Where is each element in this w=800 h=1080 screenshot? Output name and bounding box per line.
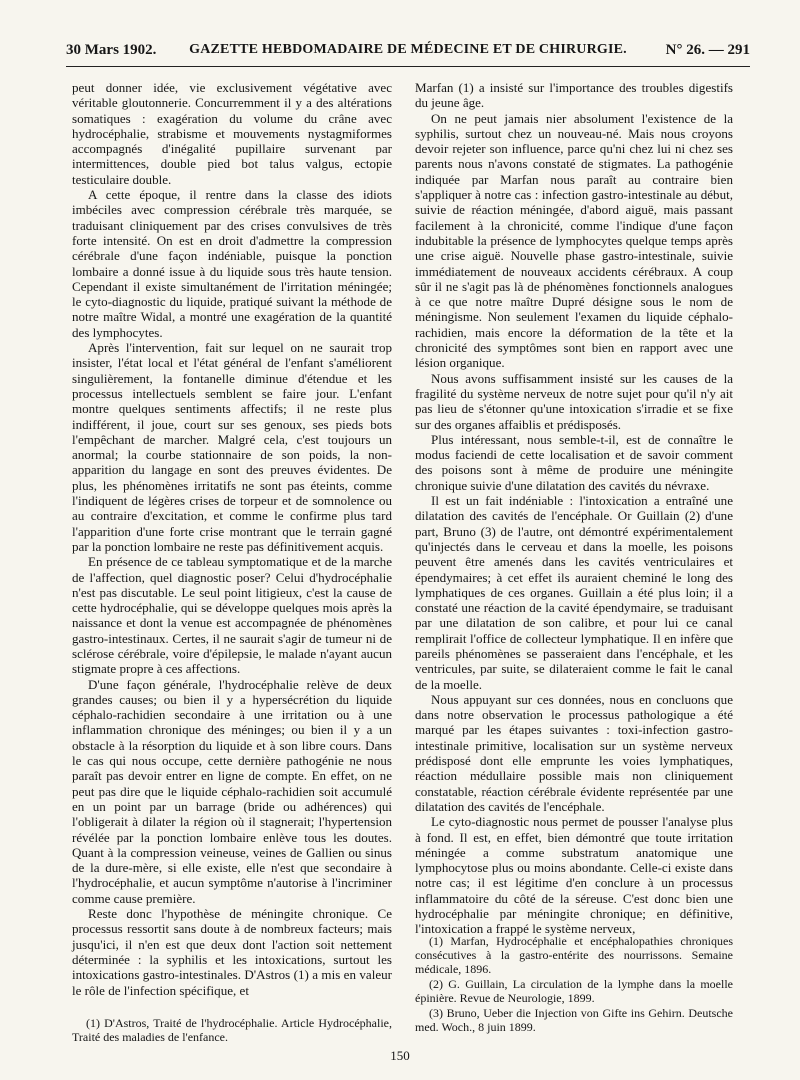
page-folio: 150 [390, 1048, 410, 1063]
right-column [415, 80, 733, 937]
paragraph: Marfan (1) a insisté sur l'importance des troubles digestifs du jeune âge. [415, 80, 733, 111]
header-date: 30 Mars 1902. [66, 42, 157, 58]
paragraph: En présence de ce tableau symptomatique et de la marche de l'affection, quel diagnostic poser? Celui d'hydrocéphalie n'est pas discutable. Le seul point litigieux, c'est la cause de cette hydrocéphalie, qui se développe quelques mois après la naissance et dont la venue est accompagnée de phénomènes gastro-intestinaux. Certes, il ne saurait s'agir de tumeur ni de sclérose cérébrale, voire d'épilepsie, le malade n'ayant aucun stigmate propre à ces affections. [72, 554, 392, 677]
footnotes-left [72, 1016, 392, 1045]
paragraph: Nous appuyant sur ces données, nous en concluons que dans notre observation le processus pathologique a été marqué par les étapes suivantes : toxi-infection gastro-intestinale primitive, localisation sur un système nerveux prédisposé dont elle emprunte les voies lymphatiques, réaction médullaire possible mais non cliniquement constatable, réaction cérébrale évidente représentée par une dilatation des cavités de l'encéphale. [415, 691, 733, 814]
footnote: (1) D'Astros, Traité de l'hydrocéphalie. Article Hydrocéphalie, Traité des maladies de l'enfance. [72, 1016, 392, 1044]
paragraph: Reste donc l'hypothèse de méningite chronique. Ce processus ressortit sans doute à de nombreux facteurs; mais jusqu'ici, il n'en est que deux dont l'action soit nettement déterminée : la syphilis et les intoxications, surtout les intoxications gastro-intestinales. D'Astros (1) a mis en valeur le rôle de l'infection spécifique, et [72, 906, 392, 998]
paragraph: Il est un fait indéniable : l'intoxication a entraîné une dilatation des cavités de l'encéphale. Or Guillain (2) d'une part, Bruno (3) de l'autre, ont démontré expérimentalement qu'injectés dans le cerveau et dans la moelle, les poisons peuvent être amenés dans les cavités ventriculaires et épendymaires; à cet effet ils auraient cheminé le long des lymphatiques de ces organes. Guillain a été plus loin; il a constaté une réaction de la cavité épendymaire, se traduisant par une dilatation de son calibre, et pour lui ce canal remplirait l'office de collecteur lymphatique. Il en infère que pareils phénomènes se passeraient dans l'encéphale, et les ventricules, par suite, se dilateraient comme le fait le canal de la moelle. [415, 493, 733, 692]
footnote: (3) Bruno, Ueber die Injection von Gifte ins Gehirn. Deutsche med. Woch., 8 juin 1899. [415, 1006, 733, 1034]
paragraph: D'une façon générale, l'hydrocéphalie relève de deux grandes causes; ou bien il y a hypersécrétion du liquide céphalo-rachidien secondaire à une irritation ou à une inflammation chronique des méninges; ou bien il y a un obstacle à la résorption du liquide et à son libre cours. Dans le cas qui nous occupe, cette dernière pathogénie ne nous paraît pas devoir entrer en ligne de compte. En effet, on ne peut pas dire que le liquide céphalo-rachidien soit accumulé en un point par un barrage (bride ou adhérences) qui l'obligerait à dilater la région où il stagnerait; l'hypertension révélée par la ponction lombaire enlève tous les doutes. Quant à la compression veineuse, veines de Gallien ou sinus de la dure-mère, si elle existe, elle n'est que secondaire à l'hydrocéphalie, et aucun symptôme n'autorise à l'incriminer comme cause première. [72, 676, 392, 906]
paragraph: Plus intéressant, nous semble-t-il, est de connaître le modus faciendi de cette localisation et de savoir comment des poisons sont à même de produire une méningite chronique suivie d'une dilatation des cavités du névraxe. [415, 431, 733, 493]
paragraph: Nous avons suffisamment insisté sur les causes de la fragilité du système nerveux de notre sujet pour qu'il n'y ait pas lieu de s'étonner qu'une intoxication s'irradie et se fixe sur des organes affaiblis et prédisposés. [415, 370, 733, 432]
running-header [66, 42, 750, 67]
paragraph: A cette époque, il rentre dans la classe des idiots imbéciles avec compression cérébrale très marquée, se traduisant cliniquement par des crises convulsives de très forte intensité. On est en droit d'admettre la compression cérébrale d'une façon indéniable, puisque la ponction lombaire a donné issue à du liquide sous très haute tension. Cependant il existe simultanément de l'irritation méningée; le cyto-diagnostic du liquide, pratiqué suivant la méthode de notre maître Widal, a montré une exagération de la quantité des lymphocytes. [72, 187, 392, 340]
journal-title: GAZETTE HEBDOMADAIRE DE MÉDECINE ET DE CHIRURGIE. [189, 42, 627, 57]
left-column [72, 80, 392, 998]
paragraph: Le cyto-diagnostic nous permet de pousser l'analyse plus à fond. Il est, en effet, bien démontré que toute irritation méningée a comme substratum anatomique une lymphocytose plus ou moins abondante. Celle-ci existe dans notre cas; il est légitime d'en conclure à un processus inflammatoire du côté de la séreuse. C'est donc bien une hydrocéphalie par méningite chronique; en définitive, l'intoxication a frappé le système nerveux, [415, 814, 733, 937]
issue-page-number: N° 26. — 291 [665, 42, 750, 58]
footnotes-right [415, 934, 733, 1035]
paragraph: Après l'intervention, fait sur lequel on ne saurait trop insister, l'état local et l'état général de l'enfant s'améliorent singulièrement, la fontanelle diminue d'étendue et les processus intellectuels semblent se faire jour. L'enfant montre quelques sentiments affectifs; il ne reste plus indifférent, il joue, court sur ses genoux, ses pieds bots l'empêchant de marcher. Malgré cela, c'est toujours un anormal; la courbe stationnaire de son poids, la non-apparition du langage en sont des preuves évidentes. De plus, les phénomènes irritatifs ne sont pas éteints, comme l'indiquent de légères crises de torpeur et de somnolence ou au contraire d'excitation, et comme le confirme plus tard l'apparition d'une forte crise montrant que le terrain gagné par la ponction lombaire ne reste pas définitivement acquis. [72, 340, 392, 554]
footnote: (2) G. Guillain, La circulation de la lymphe dans la moelle épinière. Revue de Neurologie, 1899. [415, 977, 733, 1005]
paragraph: peut donner idée, vie exclusivement végétative avec véritable gloutonnerie. Concurremment il y a des altérations somatiques : exagération du volume du crâne avec hydrocéphalie, strabisme et mouvements nystagmiformes accompagnés d'inégalité pupillaire survenant par intermittences, double pied bot talus valgus, ectopie testiculaire double. [72, 80, 392, 187]
footnote: (1) Marfan, Hydrocéphalie et encéphalopathies chroniques consécutives à la gastro-entérite des nourrissons. Semaine médicale, 1896. [415, 934, 733, 976]
paragraph: On ne peut jamais nier absolument l'existence de la syphilis, surtout chez un nouveau-né. Mais nous croyons devoir rejeter son influence, parce qu'ni chez lui ni chez ses parents nous n'avons constaté de stigmates. La pathogénie indiquée par Marfan nous paraît au contraire bien s'appliquer à notre cas : infection gastro-intestinale au début, suivie de réaction méningée, d'abord aiguë, mais passant facilement à la chronicité, comme l'indique d'une façon indubitable la présence de lymphocytes quelque temps après une crise aiguë. Nouvelle phase gastro-intestinale, suivie immédiatement de nouveaux accidents cérébraux. A coup sûr il ne s'agit pas là de phénomènes fonctionnels analogues à ce que notre maître Dupré désigne sous le nom de méningisme. Non seulement l'examen du liquide céphalo-rachidien, mais encore la déformation de la tête et la chronicité des symptômes sont bien en rapport avec une lésion organique. [415, 110, 733, 371]
